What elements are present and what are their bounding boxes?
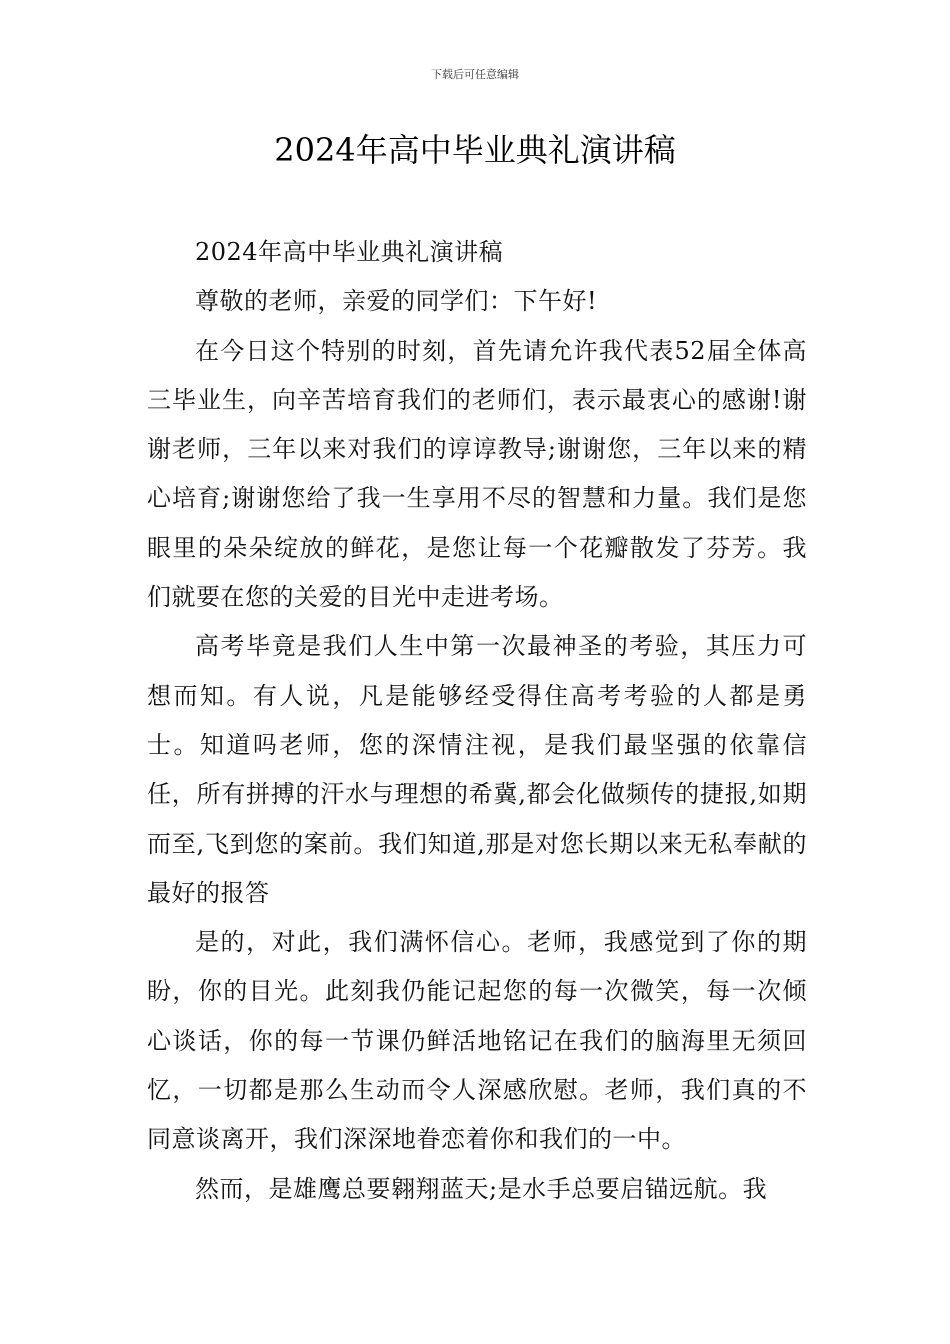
- paragraph: 高考毕竟是我们人生中第一次最神圣的考验，其压力可想而知。有人说，凡是能够经受得住高考考验的人都是勇士。知道吗老师，您的深情注视，是我们最坚强的依靠信任，所有拼搏的汗水与理想的希冀,都会化做频传的捷报,如期而至,飞到您的案前。我们知道,那是对您长期以来无私奉献的最好的报答: [147, 632, 807, 907]
- paragraph-subtitle: 2024年高中毕业典礼演讲稿: [195, 238, 504, 266]
- header-note: 下载后可任意编辑: [431, 68, 519, 81]
- paragraph-greeting: 尊敬的老师，亲爱的同学们：下午好!: [195, 287, 598, 316]
- document-body: [147, 228, 807, 1214]
- paragraph: 在今日这个特别的时刻，首先请允许我代表52届全体高三毕业生，向辛苦培育我们的老师们，表示最衷心的感谢!谢谢老师，三年以来对我们的谆谆教导;谢谢您，三年以来的精心培育;谢谢您给了我一生享用不尽的智慧和力量。我们是您眼里的朵朵绽放的鲜花，是您让每一个花瓣散发了芬芳。我们就要在您的关爱的目光中走进考场。: [147, 336, 807, 612]
- document-title: 2024年高中毕业典礼演讲稿: [274, 131, 676, 169]
- paragraph: 然而，是雄鹰总要翱翔蓝天;是水手总要启锚远航。我: [195, 1174, 768, 1203]
- paragraph: 是的，对此，我们满怀信心。老师，我感觉到了你的期盼，你的目光。此刻我仍能记起您的每一次微笑，每一次倾心谈话，你的每一节课仍鲜活地铭记在我们的脑海里无须回忆，一切都是那么生动而令人深感欣慰。老师，我们真的不同意谈离开，我们深深地眷恋着你和我们的一中。: [147, 928, 807, 1154]
